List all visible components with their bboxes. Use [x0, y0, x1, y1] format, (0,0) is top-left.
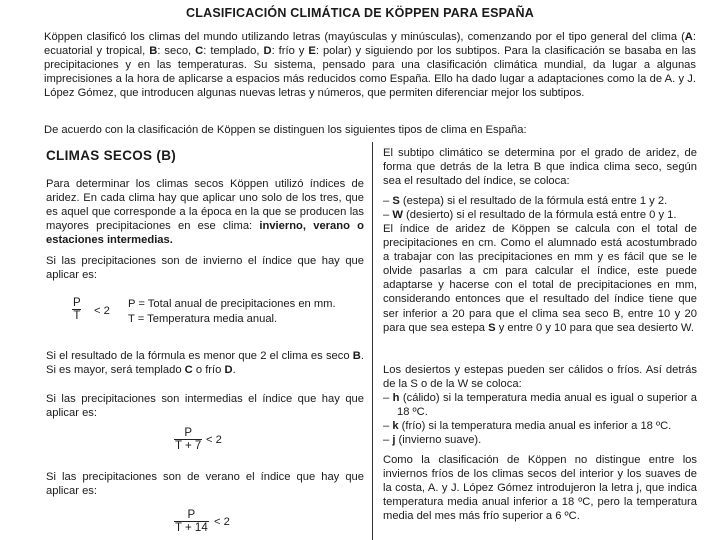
formula-comparison: < 2 — [214, 516, 230, 528]
letter-b: B — [352, 350, 361, 362]
right-list-1 — [383, 194, 697, 222]
letter-k: k — [392, 420, 399, 433]
section-heading: CLIMAS SECOS (B) — [46, 148, 177, 163]
formula-comparison: < 2 — [206, 434, 222, 446]
left-text: Si el resultado de la fórmula es menor que 2 el clima es seco — [46, 350, 353, 362]
list-item — [383, 194, 697, 208]
list-item — [383, 433, 697, 447]
left-text-bold: invierno, verano o estaciones intermedias. — [46, 220, 364, 247]
formula-winter-fraction — [72, 297, 82, 322]
letter-d: D — [224, 364, 233, 377]
list-text: (estepa) si el resultado de la fórmula está entre 1 y 2. — [399, 195, 668, 207]
list-text: (desierto) si el resultado de la fórmula está entre 0 y 1. — [402, 209, 677, 222]
letter-d: D — [263, 45, 272, 58]
intro-text: : templado, — [203, 45, 264, 58]
left-text: . Si es mayor, será templado — [46, 350, 364, 377]
letter-s: S — [392, 195, 400, 207]
intro-paragraph-2: De acuerdo con la clasificación de Köppen se distinguen los siguientes tipos de clima en España: — [44, 124, 527, 136]
right-paragraph-2 — [383, 222, 697, 335]
formula-summer-fraction — [174, 509, 209, 534]
formula-comparison: < 2 — [94, 305, 110, 317]
list-text: (invierno suave). — [395, 434, 482, 447]
definition-t: T = Temperatura media anual. — [128, 313, 278, 325]
left-paragraph-3 — [46, 349, 364, 377]
bullet: – — [383, 209, 393, 222]
left-paragraph-1 — [46, 177, 364, 247]
left-text: . — [232, 364, 236, 377]
right-text: El índice de aridez de Köppen se calcula con el total de precipitaciones en cm. Como el alumnado está acostumbrado a trabajar con las precipitaciones en mm y es fácil que se le olvide pasarlas a cm para calcular el índice, este puede adaptarse y hacerse con el total de precipitaciones en mm, considerando entonces que el resultado del índice tiene que ser inferior a 20 para que el clima sea seco B, entre 10 y 20 para que sea estepa — [383, 223, 697, 334]
intro-text: : polar) y siguiendo por los subtipos. Para la clasificación se basaba en las precipitaciones y en las temperaturas. Su sistema, pensado para una clasificación climática mundial, da lugar a algunas imprecisiones a la hora de aplicarse a espacios más reducidos como España. Ello ha dado lugar a adaptaciones como la de A. y J. López Gómez, que introducen algunas nuevas letras y números, que permiten diferenciar mejor los subtipos. — [44, 45, 696, 100]
letter-c: C — [184, 364, 193, 377]
bullet: – — [383, 392, 393, 404]
bullet: – — [383, 195, 393, 207]
formula-numerator: P — [73, 297, 81, 309]
formula-numerator: P — [184, 427, 192, 439]
left-paragraph-2: Si las precipitaciones son de invierno el índice que hay que aplicar es: — [46, 255, 364, 282]
intro-text: : seco, — [157, 45, 196, 58]
letter-a: A — [684, 31, 693, 43]
letter-s: S — [488, 321, 496, 334]
letter-h: h — [392, 392, 400, 404]
list-item — [383, 208, 697, 222]
list-item — [383, 419, 697, 433]
intro-paragraph — [44, 30, 696, 100]
list-text: (frío) si la temperatura media anual es inferior a 18 ºC. — [398, 420, 672, 433]
letter-w: W — [392, 209, 403, 222]
formula-denominator: T — [73, 310, 81, 322]
left-text: o frío — [192, 364, 225, 377]
intro-text: Köppen clasificó los climas del mundo utilizando letras (mayúsculas y minúsculas), comenzando por el tipo general del clima ( — [44, 31, 685, 43]
right-paragraph-4: Como la clasificación de Köppen no distingue entre los inviernos fríos de los climas secos del interior y los suaves de la costa, A. y J. López Gómez introdujeron la letra j, que indica temperatura media anual inferior a 18 ºC, pero la temperatura media del mes más frío superior a 6 ºC. — [383, 454, 697, 523]
bullet: – — [383, 434, 393, 447]
definition-p: P = Total anual de precipitaciones en mm. — [128, 298, 336, 310]
formula-intermediate-fraction — [174, 427, 202, 452]
right-paragraph-3: Los desiertos y estepas pueden ser cálidos o fríos. Así detrás de la S o de la W se coloca: — [383, 364, 697, 391]
list-text: (cálido) si la temperatura media anual es igual o superior a 18 ºC. — [397, 392, 697, 419]
list-item — [383, 391, 697, 419]
column-divider — [372, 142, 373, 540]
formula-numerator: P — [187, 509, 196, 521]
intro-text: : ecuatorial y tropical, — [44, 31, 696, 58]
intro-text: : frío y — [271, 45, 309, 58]
formula-denominator: T + 14 — [175, 522, 208, 534]
page-title: CLASIFICACIÓN CLIMÁTICA DE KÖPPEN PARA ESPAÑA — [186, 6, 534, 20]
right-text: y entre 0 y 10 para que sea desierto W. — [495, 321, 694, 334]
letter-c: C — [195, 45, 204, 58]
letter-b: B — [149, 45, 158, 58]
left-paragraph-4: Si las precipitaciones son intermedias el índice que hay que aplicar es: — [46, 393, 364, 420]
letter-e: E — [308, 45, 316, 58]
bullet: – — [383, 420, 393, 433]
right-paragraph-1: El subtipo climático se determina por el grado de aridez, de forma que detrás de la letra B que indica clima seco, según sea el resultado del índice, se coloca: — [383, 147, 697, 188]
left-paragraph-5: Si las precipitaciones son de verano el índice que hay que aplicar es: — [46, 471, 364, 498]
right-list-2 — [383, 391, 697, 447]
formula-denominator: T + 7 — [175, 440, 202, 452]
left-text: Para determinar los climas secos Köppen utilizó índices de aridez. En cada clima hay que aplicar uno solo de los tres, que es aquel que corresponde a la época en la que se producen las mayores precipitaciones en ese clima: — [46, 178, 364, 233]
letter-j: j — [392, 434, 396, 447]
